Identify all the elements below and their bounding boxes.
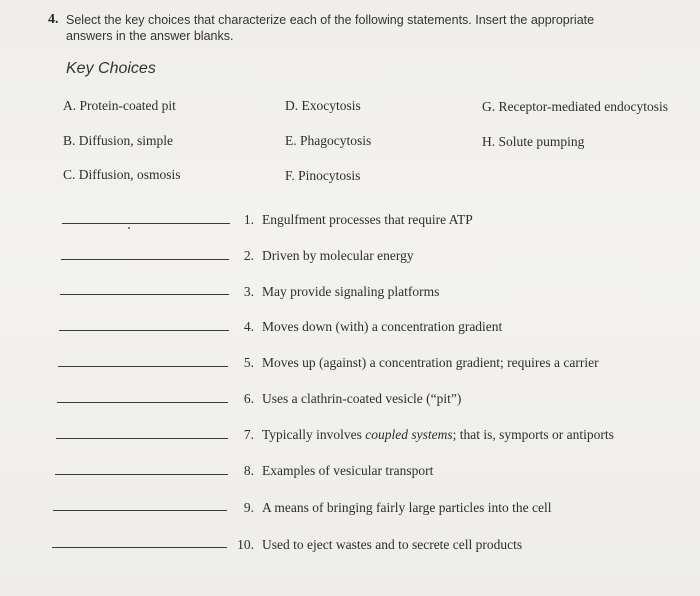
answer-blank-4[interactable] bbox=[59, 330, 229, 331]
statement-text: Typically involves bbox=[262, 427, 366, 442]
statement-8 bbox=[232, 463, 433, 479]
question-instructions bbox=[66, 12, 666, 44]
answer-blank-6[interactable] bbox=[57, 402, 228, 403]
choice-d: D. Exocytosis bbox=[285, 98, 361, 113]
choice-e: E. Phagocytosis bbox=[285, 133, 372, 148]
statement-text: Examples of vesicular transport bbox=[262, 463, 434, 478]
statement-6 bbox=[232, 391, 461, 407]
statement-9 bbox=[232, 500, 552, 516]
pen-mark bbox=[128, 227, 130, 229]
statement-text: May provide signaling platforms bbox=[262, 284, 440, 299]
statement-number: 9. bbox=[243, 500, 254, 515]
statement-text: Uses a clathrin-coated vesicle (“pit”) bbox=[262, 391, 462, 406]
choice-a: A. Protein-coated pit bbox=[63, 98, 176, 113]
statement-7 bbox=[232, 427, 614, 443]
statement-text: Moves up (against) a concentration gradient; requires a carrier bbox=[262, 355, 599, 370]
statement-number: 8. bbox=[243, 463, 254, 478]
statement-text: Engulfment processes that require ATP bbox=[262, 212, 473, 227]
key-choices-heading: Key Choices bbox=[66, 60, 156, 77]
answer-blank-5[interactable] bbox=[58, 366, 228, 367]
instructions-line-2: answers in the answer blanks. bbox=[66, 29, 234, 43]
statement-2 bbox=[232, 248, 414, 264]
statement-text: Used to eject wastes and to secrete cell products bbox=[262, 537, 523, 552]
answer-blank-9[interactable] bbox=[53, 510, 227, 511]
statement-number: 10. bbox=[237, 537, 254, 552]
statement-1 bbox=[232, 212, 473, 228]
statement-number: 7. bbox=[243, 427, 254, 442]
statement-number: 3. bbox=[243, 284, 254, 299]
statement-4 bbox=[232, 319, 502, 335]
statement-number: 5. bbox=[243, 355, 254, 370]
answer-blank-2[interactable] bbox=[61, 259, 229, 260]
answer-blank-7[interactable] bbox=[56, 438, 228, 439]
choice-c: C. Diffusion, osmosis bbox=[63, 167, 181, 182]
choice-f: F. Pinocytosis bbox=[285, 168, 361, 183]
statement-number: 1. bbox=[243, 212, 254, 227]
statement-text: A means of bringing fairly large particles into the cell bbox=[262, 500, 552, 515]
instructions-line-1: Select the key choices that characterize each of the following statements. Insert the appropriate bbox=[66, 13, 595, 27]
statement-number: 6. bbox=[243, 391, 254, 406]
statement-3 bbox=[232, 284, 439, 300]
choice-h: H. Solute pumping bbox=[482, 134, 585, 149]
choice-b: B. Diffusion, simple bbox=[63, 133, 174, 148]
question-number: 4. bbox=[48, 12, 59, 27]
statement-10 bbox=[232, 537, 522, 553]
statement-text: Driven by molecular energy bbox=[262, 248, 414, 263]
statement-text-italic: coupled systems bbox=[365, 427, 453, 442]
statement-text: ; that is, symports or antiports bbox=[452, 427, 614, 442]
statement-number: 4. bbox=[243, 319, 254, 334]
statement-number: 2. bbox=[243, 248, 254, 263]
answer-blank-8[interactable] bbox=[55, 474, 228, 475]
answer-blank-1[interactable] bbox=[62, 223, 230, 224]
answer-blank-3[interactable] bbox=[60, 294, 229, 295]
answer-blank-10[interactable] bbox=[52, 547, 227, 548]
statement-5 bbox=[232, 355, 599, 371]
choice-g: G. Receptor-mediated endocytosis bbox=[482, 99, 669, 114]
statement-text: Moves down (with) a concentration gradient bbox=[262, 319, 503, 334]
